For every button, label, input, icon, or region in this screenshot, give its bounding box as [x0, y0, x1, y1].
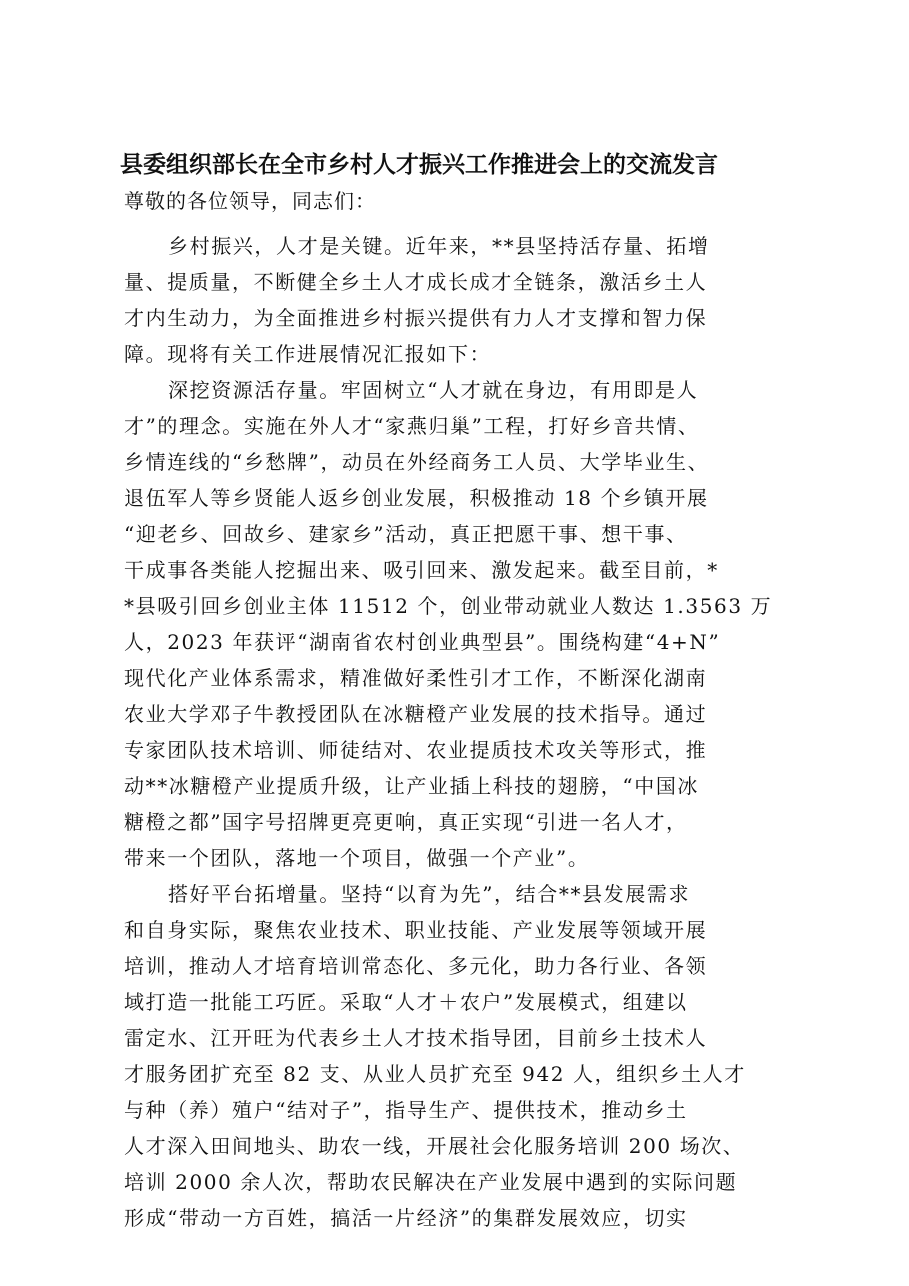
paragraph-line: 乡情连线的“乡愁牌”，动员在外经商务工人员、大学毕业生、	[124, 450, 710, 474]
paragraph-line: 现代化产业体系需求，精准做好柔性引才工作，不断深化湖南	[124, 666, 708, 690]
paragraph-line: 退伍军人等乡贤能人返乡创业发展，积极推动 18 个乡镇开展	[124, 486, 709, 510]
paragraph-line: “迎老乡、回故乡、建家乡”活动，真正把愿干事、想干事、	[124, 522, 688, 546]
paragraph-line: 糖橙之都”国字号招牌更亮更响，真正实现“引进一名人才，	[124, 810, 688, 834]
paragraph-line: 培训，推动人才培育培训常态化、多元化，助力各行业、各领	[124, 954, 708, 978]
paragraph-line: 和自身实际，聚焦农业技术、职业技能、产业发展等领域开展	[124, 918, 708, 942]
paragraph-line: 专家团队技术培训、师徒结对、农业提质技术攻关等形式，推	[124, 738, 708, 762]
paragraph-line: 域打造一批能工巧匠。采取“人才＋农户”发展模式，组建以	[124, 990, 688, 1014]
body-paragraph	[124, 372, 814, 876]
paragraph-line: 带来一个团队，落地一个项目，做强一个产业”。	[124, 846, 590, 870]
paragraph-line: 人才深入田间地头、助农一线，开展社会化服务培训 200 场次、	[124, 1134, 745, 1158]
paragraph-line: 深挖资源活存量。牢固树立“人才就在身边，有用即是人	[168, 378, 699, 402]
paragraph-line: 干成事各类能人挖掘出来、吸引回来、激发起来。截至目前，*	[124, 558, 719, 582]
paragraph-line: 才服务团扩充至 82 支、从业人员扩充至 942 人，组织乡土人才	[124, 1062, 746, 1086]
paragraph-line: 形成“带动一方百姓，搞活一片经济”的集群发展效应，切实	[124, 1206, 688, 1230]
paragraph-line: 雷定水、江开旺为代表乡土人才技术指导团，目前乡土技术人	[124, 1026, 708, 1050]
paragraph-line: *县吸引回乡创业主体 11512 个，创业带动就业人数达 1.3563 万	[124, 594, 773, 618]
paragraph-line: 人，2023 年获评“湖南省农村创业典型县”。围绕构建“4+N”	[124, 630, 721, 654]
document-title: 县委组织部长在全市乡村人才振兴工作推进会上的交流发言	[120, 151, 718, 178]
paragraph-line: 量、提质量，不断健全乡土人才成长成才全链条，激活乡土人	[124, 270, 708, 294]
paragraph-line: 障。现将有关工作进展情况汇报如下：	[124, 342, 492, 366]
paragraph-line: 才内生动力，为全面推进乡村振兴提供有力人才支撑和智力保	[124, 306, 708, 330]
paragraph-line: 培训 2000 余人次，帮助农民解决在产业发展中遇到的实际问题	[124, 1170, 738, 1194]
salutation: 尊敬的各位领导，同志们：	[124, 189, 376, 213]
paragraph-line: 农业大学邓子牛教授团队在冰糖橙产业发展的技术指导。通过	[124, 702, 708, 726]
paragraph-line: 搭好平台拓增量。坚持“以育为先”，结合**县发展需求	[168, 882, 691, 906]
paragraph-line: 动**冰糖橙产业提质升级，让产业插上科技的翅膀，“中国冰	[124, 774, 700, 798]
paragraph-line: 与种（养）殖户“结对子”，指导生产、提供技术，推动乡土	[124, 1098, 688, 1122]
document-body	[124, 228, 814, 1236]
paragraph-line: 乡村振兴，人才是关键。近年来，**县坚持活存量、拓增	[168, 234, 710, 258]
body-paragraph	[124, 228, 814, 372]
paragraph-line: 才”的理念。实施在外人才“家燕归巢”工程，打好乡音共情、	[124, 414, 700, 438]
body-paragraph	[124, 876, 814, 1236]
